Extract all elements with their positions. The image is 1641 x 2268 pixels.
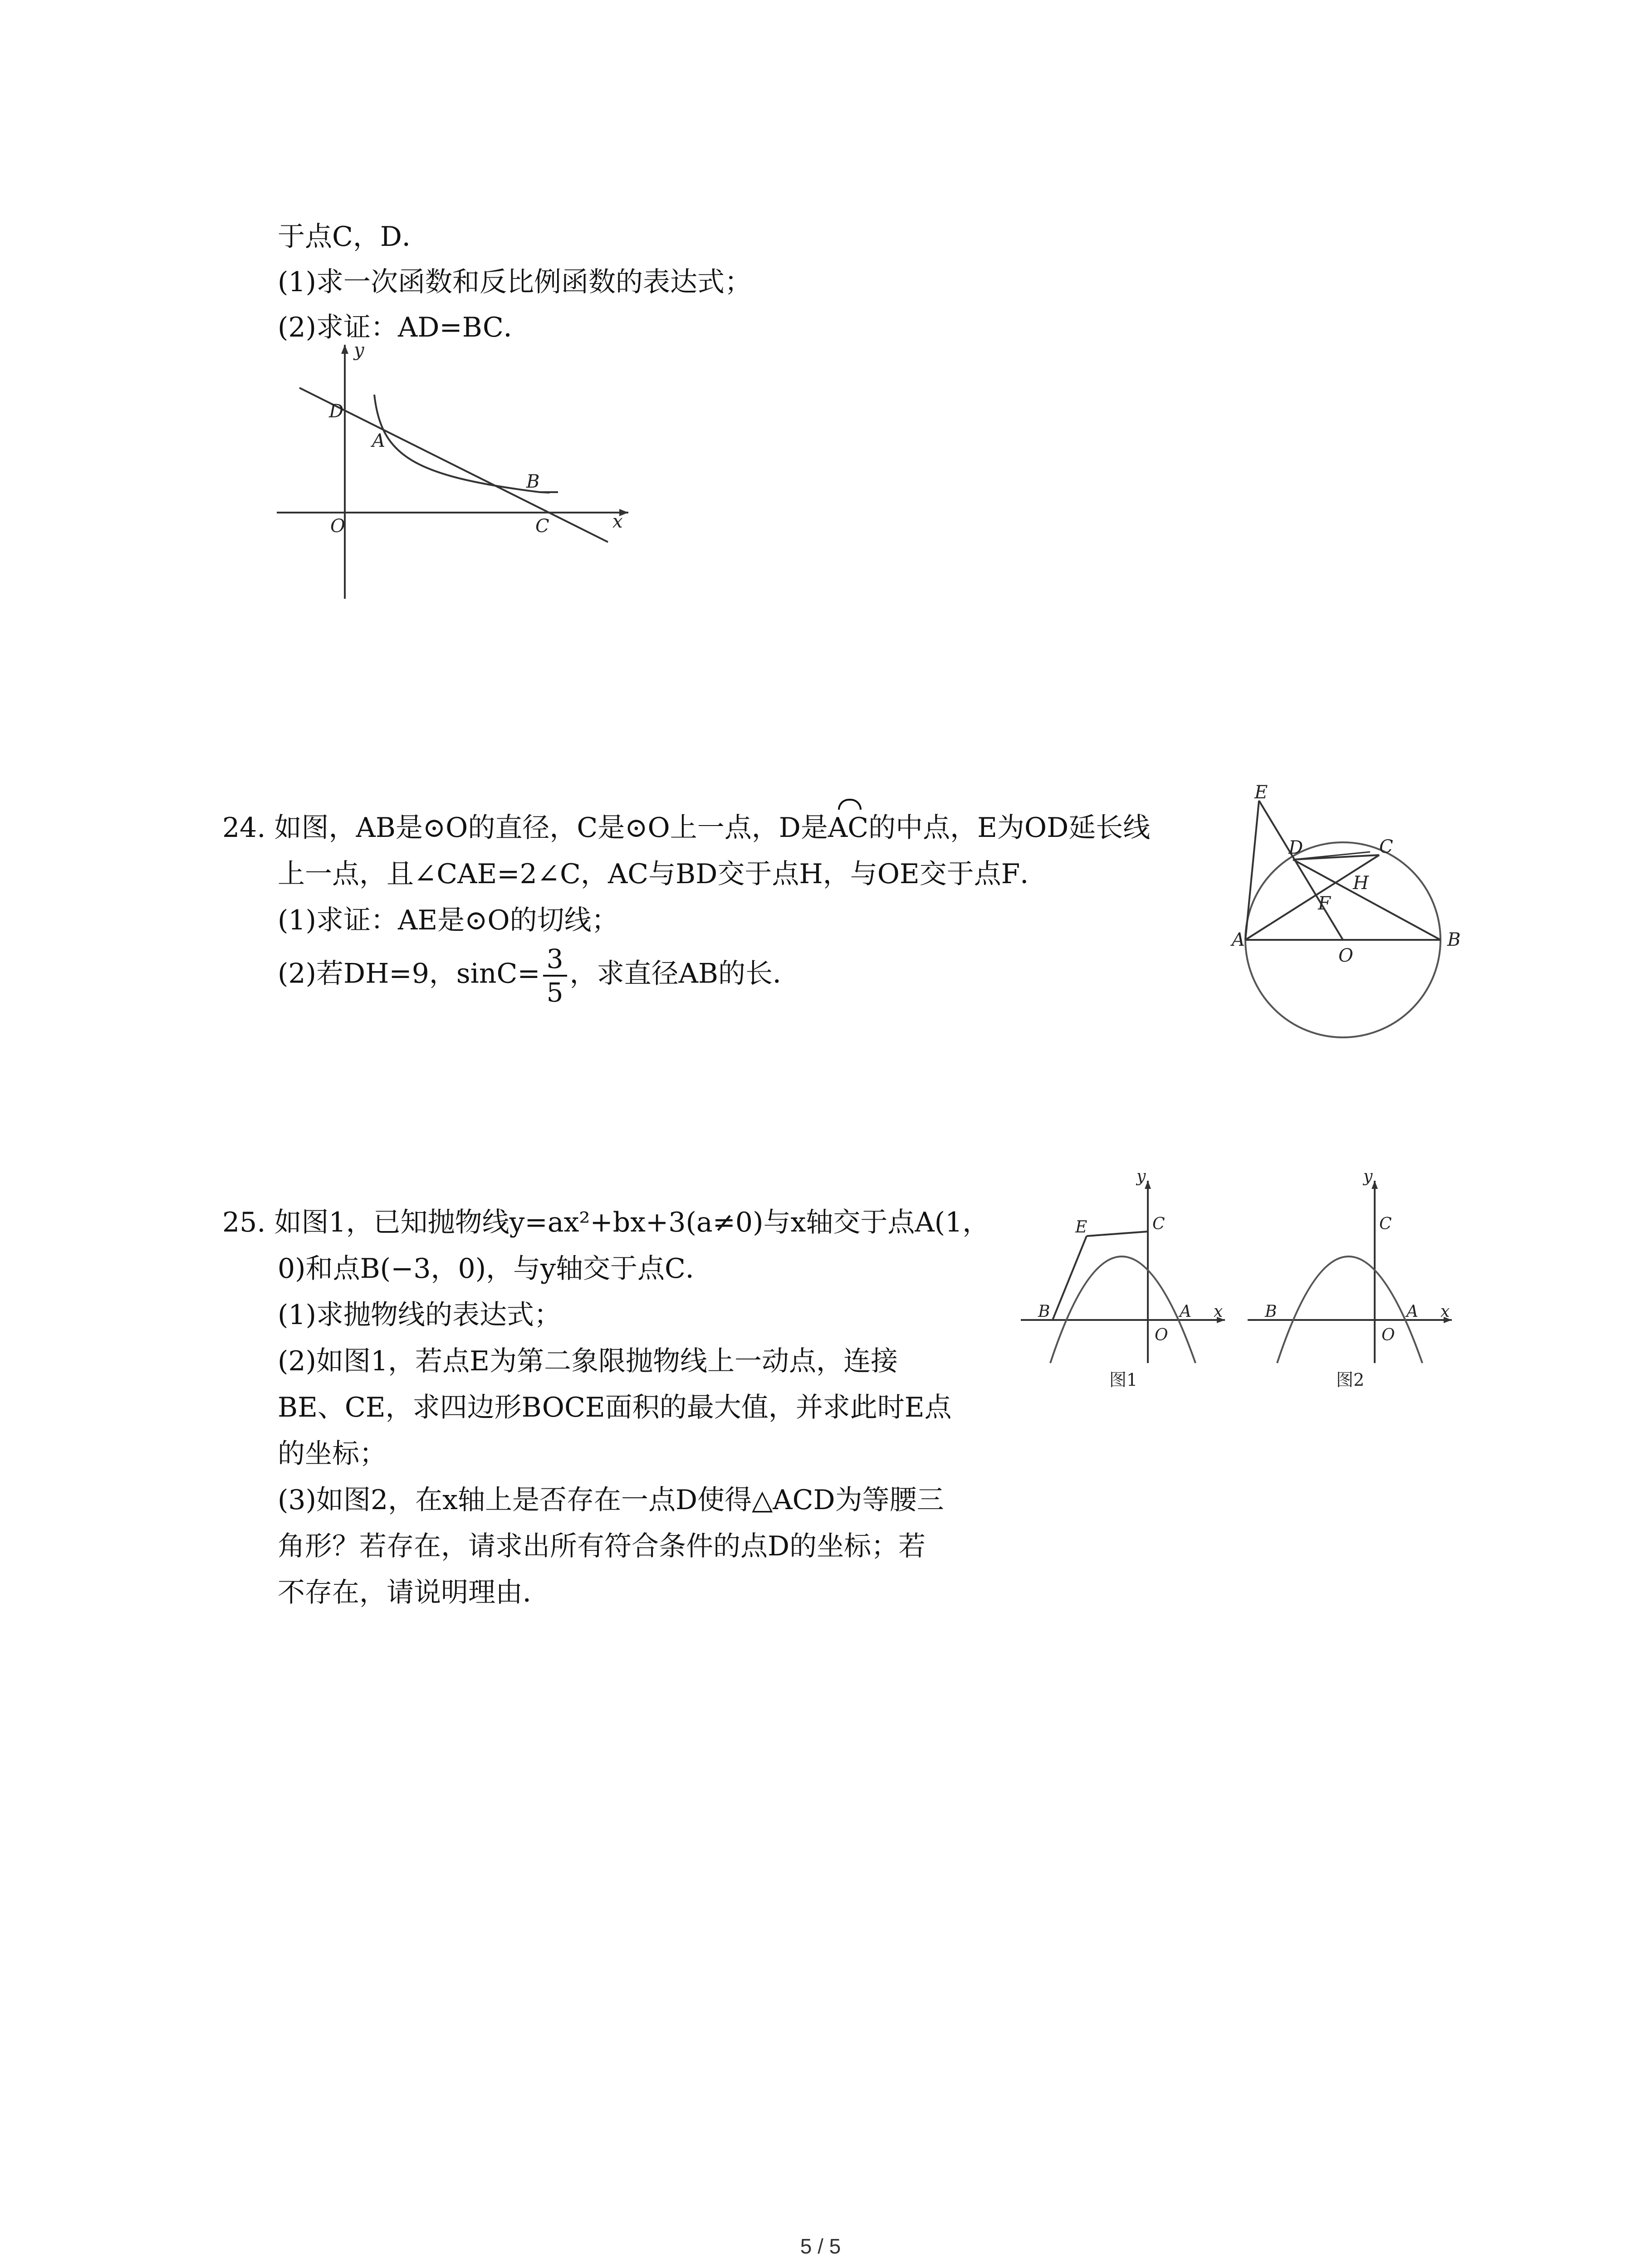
label-O: O <box>1381 1326 1395 1344</box>
label-x: x <box>1440 1302 1450 1321</box>
q25-part-2-line-1: (2)如图1，若点E为第二象限抛物线上一动点，连接 <box>278 1345 898 1377</box>
q25-text-line-1: 25. 如图1，已知抛物线y=ax²+bx+3(a≠0)与x轴交于点A(1， <box>222 1207 990 1238</box>
label-y: y <box>1136 1167 1146 1186</box>
label-D: D <box>329 401 344 422</box>
parabola <box>1277 1256 1422 1363</box>
q23-part-1: (1)求一次函数和反比例函数的表达式； <box>278 266 752 298</box>
q23-text-line-1: 于点C，D． <box>278 221 430 253</box>
label-C: C <box>1152 1215 1165 1233</box>
q25-part-3-line-2: 角形？若存在，请求出所有符合条件的点D的坐标；若 <box>278 1530 926 1562</box>
label-y: y <box>1363 1167 1373 1186</box>
label-A: A <box>1232 929 1245 950</box>
fraction-three-fifths: $\frac{3}{5}$ <box>543 946 567 1006</box>
figure-1-caption: 图1 <box>1109 1370 1138 1390</box>
q24-text-line-2: 上一点，且∠CAE=2∠C，AC与BD交于点H，与OE交于点F． <box>278 858 1048 890</box>
q23-part-2: (2)求证：AD=BC． <box>278 312 531 343</box>
q25-part-1: (1)求抛物线的表达式； <box>278 1299 561 1331</box>
label-A: A <box>1180 1302 1191 1321</box>
q25-part-3-line-3: 不存在，请说明理由． <box>278 1577 550 1608</box>
arc-AC: AC <box>828 812 869 844</box>
label-F: F <box>1318 893 1331 914</box>
label-B: B <box>1038 1302 1050 1321</box>
label-x: x <box>612 511 623 532</box>
q25-part-3-line-1: (3)如图2，在x轴上是否存在一点D使得△ACD为等腰三 <box>278 1484 944 1516</box>
label-B: B <box>1447 929 1461 950</box>
q25-figure-1 <box>1016 1167 1234 1399</box>
q25-figure-2 <box>1243 1167 1461 1399</box>
label-C: C <box>1379 836 1393 857</box>
label-B: B <box>526 471 540 492</box>
q25-part-2-line-3: 的坐标； <box>278 1438 387 1470</box>
label-O: O <box>1338 945 1353 966</box>
q25-part-2-line-2: BE、CE，求四边形BOCE面积的最大值，并求此时E点 <box>278 1392 952 1423</box>
q24-figure <box>1234 780 1470 1034</box>
label-A: A <box>372 430 385 451</box>
label-D: D <box>1288 837 1303 858</box>
label-B: B <box>1265 1302 1277 1321</box>
hyperbola-curve <box>374 395 549 493</box>
label-y: y <box>354 340 364 361</box>
label-E: E <box>1254 782 1268 803</box>
label-C: C <box>1379 1215 1392 1233</box>
q23-figure <box>268 338 631 606</box>
q24-text-line-1: 24. 如图，AB是⊙O的直径，C是⊙O上一点，D是AC的中点，E为OD延长线 <box>222 812 1151 844</box>
page-number: 5 / 5 <box>800 2234 841 2258</box>
label-O: O <box>330 516 345 537</box>
label-O: O <box>1155 1326 1168 1344</box>
q24-part-2: (2)若DH=9，sinC= $\frac{3}{5}$ ，求直径AB的长． <box>278 943 800 1008</box>
label-H: H <box>1353 873 1369 894</box>
label-E: E <box>1075 1218 1087 1237</box>
label-A: A <box>1406 1302 1418 1321</box>
q25-text-line-2: 0)和点B(−3，0)，与y轴交于点C． <box>278 1253 713 1285</box>
q24-part-1: (1)求证：AE是⊙O的切线； <box>278 904 619 936</box>
label-C: C <box>535 516 549 537</box>
figure-2-caption: 图2 <box>1336 1370 1365 1390</box>
label-x: x <box>1214 1302 1223 1321</box>
